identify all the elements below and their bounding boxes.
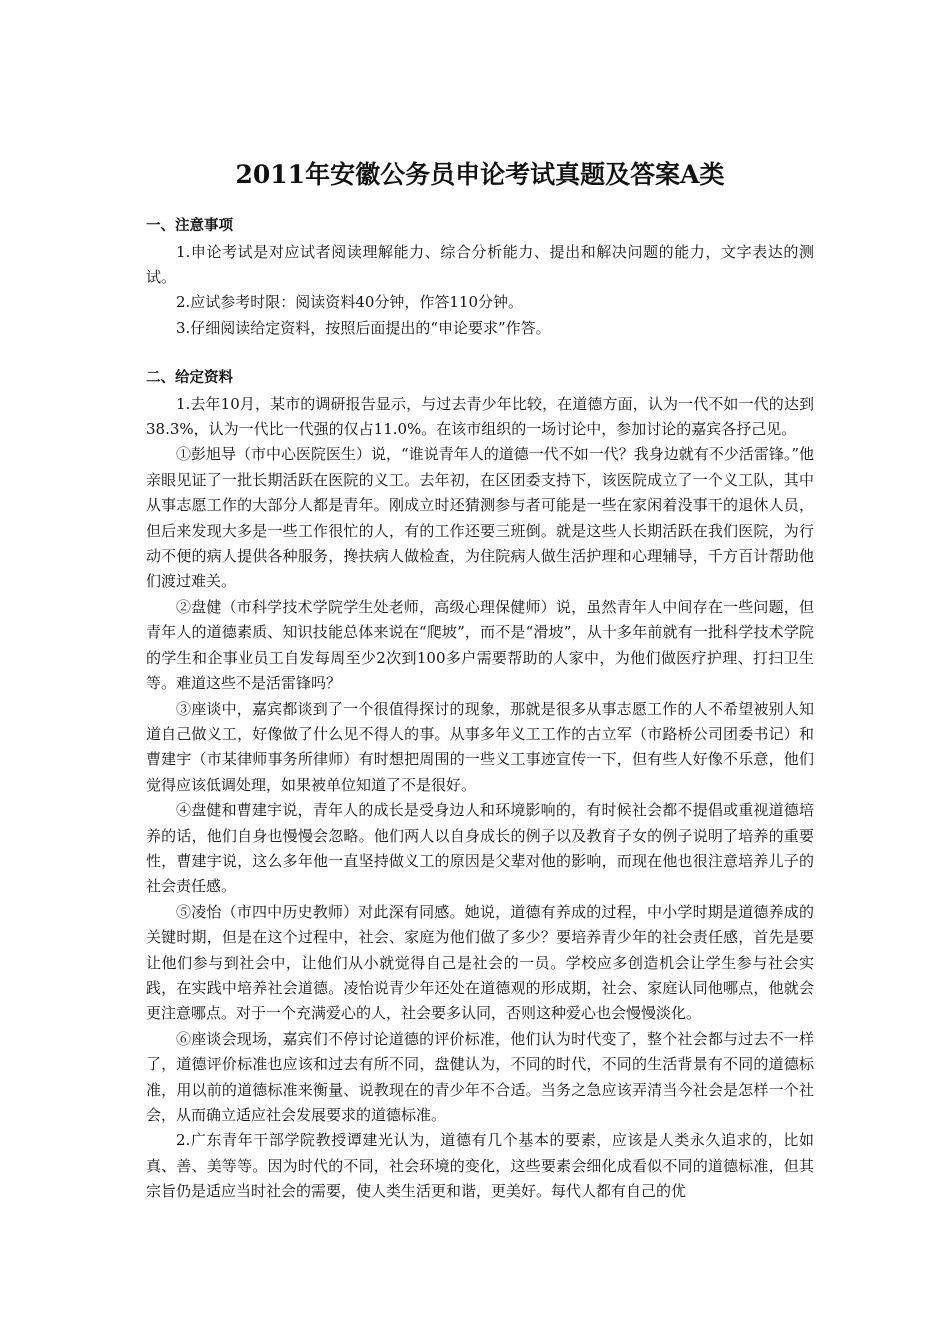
section-heading-notes: 一、注意事项 xyxy=(146,218,233,234)
section-spacer xyxy=(146,341,814,366)
document-content xyxy=(146,158,814,1205)
material-paragraph: ③座谈中，嘉宾都谈到了一个很值得探讨的现象，那就是很多从事志愿工作的人不希望被别人知道自己做义工，好像做了什么见不得人的事。从事多年义工工作的古立军（市路桥公司团委书记）和曹建宇（市某律师事务所律师）有时想把周围的一些义工事迹宣传一下，但有些人好像不乐意，他们觉得应该低调处理，如果被单位知道了不是很好。 xyxy=(146,699,814,794)
section-heading-materials: 二、给定资料 xyxy=(146,370,233,387)
notes-paragraph: 2.应试参考时限：阅读资料40分钟，作答110分钟。 xyxy=(176,293,524,312)
material-paragraph: ②盘健（市科学技术学院学生处老师，高级心理保健师）说，虽然青年人中间存在一些问题，但青年人的道德素质、知识技能总体来说在“爬坡”，而不是“滑坡”，从十多年前就有一批科学技术学院的学生和企事业员工自发每周至少2次到100多户需要帮助的人家中，为他们做医疗护理、打扫卫生等。难道这些不是活雷锋吗？ xyxy=(146,597,814,693)
material-paragraph: ④盘健和曹建宇说，青年人的成长是受身边人和环境影响的，有时候社会都不提倡或重视道德培养的话，他们自身也慢慢会忽略。他们两人以自身成长的例子以及教育子女的例子说明了培养的重要性，曹建宇说，这么多年他一直坚持做义工的原因是父辈对他的影响，而现在他也很注意培养儿子的社会责任感。 xyxy=(146,801,814,896)
material-paragraph: ⑤凌怡（市四中历史教师）对此深有同感。她说，道德有养成的过程，中小学时期是道德养成的关键时期，但是在这个过程中，社会、家庭为他们做了多少？要培养青少年的社会责任感，首先是要让他们参与到社会中，让他们从小就觉得自己是社会的一员。学校应多创造机会让学生参与社会实践，在实践中培养社会道德。凌怡说青少年还处在道德观的形成期，社会、家庭认同他哪点，他就会更注意哪点。对于一个充满爱心的人，社会要多认同，否则这种爱心也会慢慢淡化。 xyxy=(146,902,814,1023)
material-paragraph: 2.广东青年干部学院教授谭建光认为，道德有几个基本的要素，应该是人类永久追求的，比如真、善、美等等。因为时代的不同，社会环境的变化，这些要素会细化成看似不同的道德标准，但其宗旨仍是适应当时社会的需要，使人类生活更和谐，更美好。每代人都有自己的优 xyxy=(146,1131,814,1201)
material-paragraph: ①彭旭导（市中心医院医生）说，“谁说青年人的道德一代不如一代？我身边就有不少活雷锋。”他亲眼见证了一批长期活跃在医院的义工。去年初，在区团委支持下，该医院成立了一个义工队，其中从事志愿工作的大部分人都是青年。刚成立时还猜测参与者可能是一些在家闲着没事干的退休人员，但后来发现大多是一些工作很忙的人，有的工作还要三班倒。就是这些人长期活跃在我们医院，为行动不便的病人提供各种服务，搀扶病人做检查，为住院病人做生活护理和心理辅导，千方百计帮助他们渡过难关。 xyxy=(146,445,814,591)
material-paragraph: 1.去年10月，某市的调研报告显示，与过去青少年比较，在道德方面，认为一代不如一代的达到38.3%，认为一代比一代强的仅占11.0%。在该市组织的一场讨论中，参加讨论的嘉宾各抒己见。 xyxy=(146,394,814,439)
document-title: 2011年安徽公务员申论考试真题及答案A类 xyxy=(235,160,725,189)
notes-paragraph: 3.仔细阅读给定资料，按照后面提出的“申论要求”作答。 xyxy=(176,318,551,337)
notes-paragraph: 1.申论考试是对应试者阅读理解能力、综合分析能力、提出和解决问题的能力，文字表达的测试。 xyxy=(146,242,814,286)
material-paragraph: ⑥座谈会现场，嘉宾们不停讨论道德的评价标准，他们认为时代变了，整个社会都与过去不一样了，道德评价标准也应该和过去有所不同，盘健认为，不同的时代，不同的生活背景有不同的道德标准，用以前的道德标准来衡量、说教现在的青少年不合适。当务之急应该弄清当今社会是怎样一个社会，从而确立适应社会发展要求的道德标准。 xyxy=(146,1029,814,1124)
